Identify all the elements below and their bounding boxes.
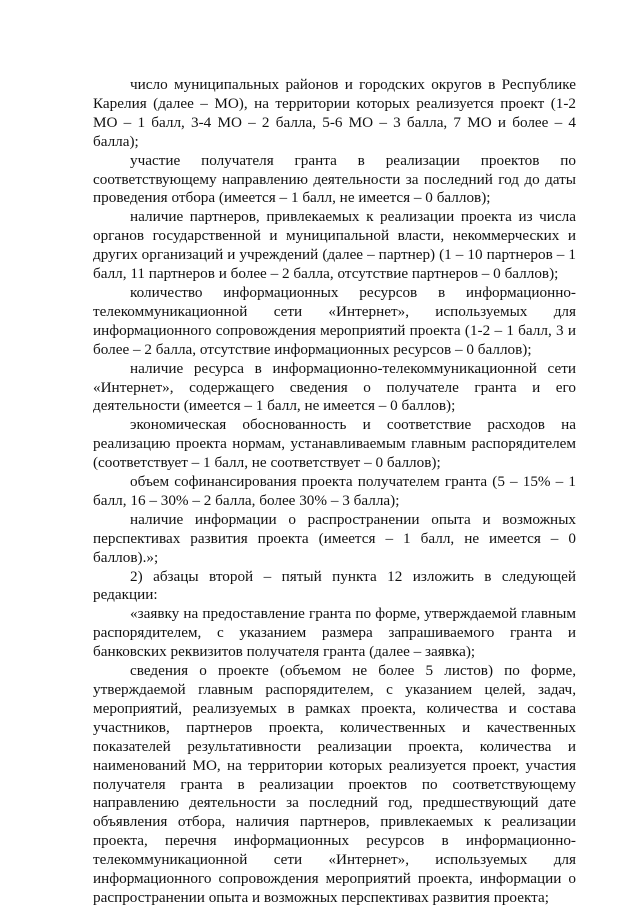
paragraph-internet-resource-criterion: наличие ресурса в информационно-телекоммуникационной сети «Интернет», содержащего сведения о получателе гранта и его деятельности (имеется – 1 балл, не имеется – 0 баллов); — [93, 359, 576, 415]
paragraph-mo-count-criterion: число муниципальных районов и городских округов в Республике Карелия (далее – МО), на территории которых реализуется проект (1-2 МО – 1 балл, 3-4 МО – 2 балла, 5-6 МО – 3 балла, 7 МО и более – 4 балла); — [93, 76, 576, 150]
paragraph-experience-criterion: наличие информации о распространении опыта и возможных перспективах развития проекта (имеется – 1 балл, не имеется – 0 баллов).»; — [93, 510, 576, 566]
paragraph-participation-criterion: участие получателя гранта в реализации проектов по соответствующему направлению деятельности за последний год до даты проведения отбора (имеется – 1 балл, не имеется – 0 баллов); — [93, 151, 576, 207]
paragraph-partners-criterion: наличие партнеров, привлекаемых к реализации проекта из числа органов государственной и муниципальной власти, некоммерческих и других организаций и учреждений (далее – партнер) (1 – 10 партнеров – 1 балл, 11 партнеров и более – 2 балла, отсутствие партнеров – 0 баллов); — [93, 208, 576, 283]
paragraph-info-resources-criterion: количество информационных ресурсов в информационно-телекоммуникационной сети «Интернет», используемых для информационного сопровождения мероприятий проекта (1-2 – 1 балл, 3 и более – 2 балла, отсутствие информационных ресурсов – 0 баллов); — [93, 283, 576, 358]
paragraph-economic-criterion: экономическая обоснованность и соответствие расходов на реализацию проекта нормам, устанавливаемым главным распорядителем (соответствует – 1 балл, не соответствует – 0 баллов); — [93, 416, 576, 472]
paragraph-grant-application: «заявку на предоставление гранта по форме, утверждаемой главным распорядителем, с указанием размера запрашиваемого гранта и банковских реквизитов получателя гранта (далее – заявка); — [93, 605, 576, 661]
paragraph-amendment-point-12: 2) абзацы второй – пятый пункта 12 изложить в следующей редакции: — [93, 567, 576, 604]
paragraph-project-information: сведения о проекте (объемом не более 5 листов) по форме, утверждаемой главным распорядителем, с указанием целей, задач, мероприятий, реализуемых в рамках проекта, количества и состава участников, партнеров проекта, количественных и качественных показателей результативности реализации проекта, количества и наименований МО, на территории которых реализуется проект, участия получателя гранта в реализации проектов по соответствующему направлению деятельности за последний год, предшествующий дате объявления отбора, наличия партнеров, привлекаемых к реализации проекта, перечня информационных ресурсов в информационно-телекоммуникационной сети «Интернет», используемых для информационного сопровождения мероприятий проекта, информации о распространении опыта и возможных перспективах развития проекта; — [93, 662, 576, 906]
paragraph-cofinancing-criterion: объем софинансирования проекта получателем гранта (5 – 15% – 1 балл, 16 – 30% – 2 балла, более 30% – 3 балла); — [93, 473, 576, 509]
